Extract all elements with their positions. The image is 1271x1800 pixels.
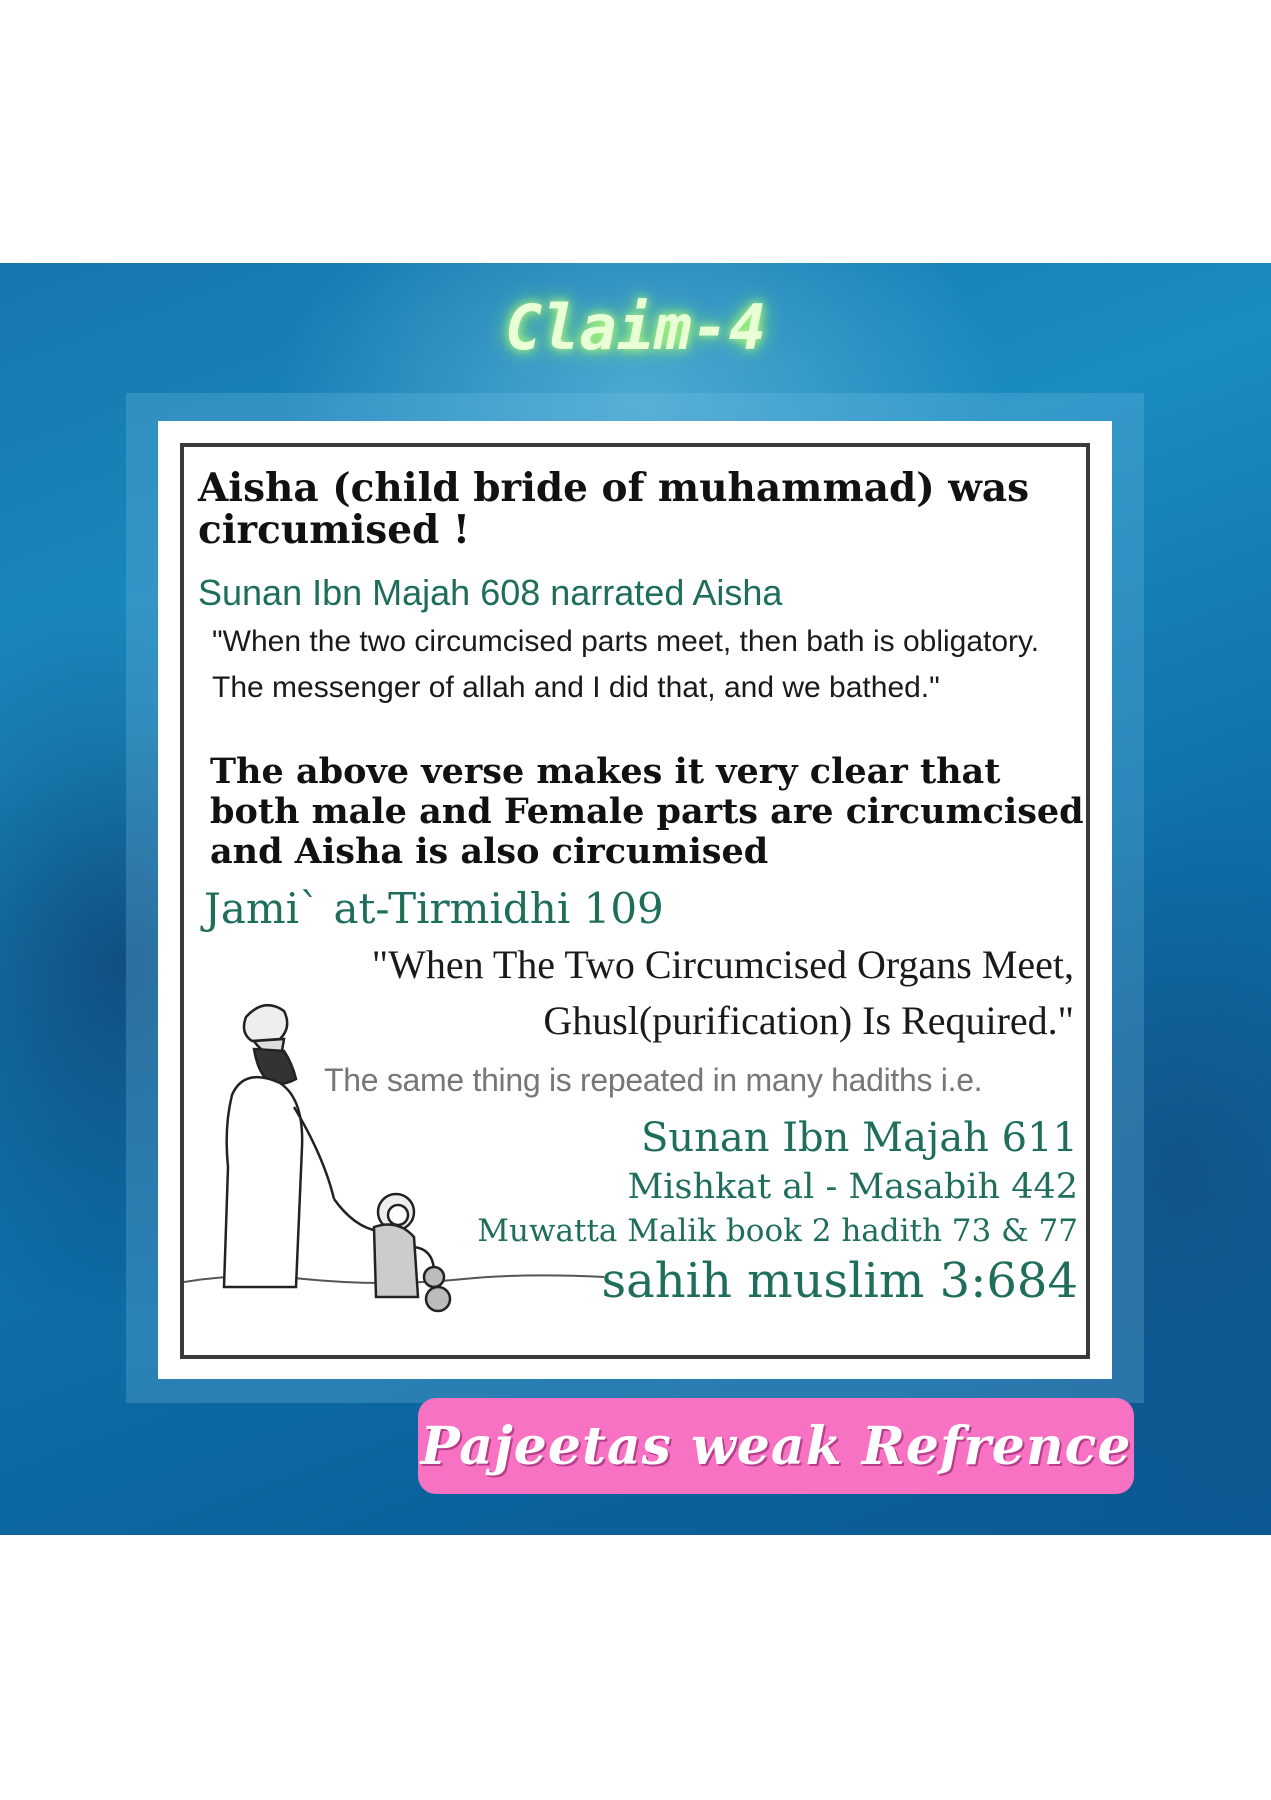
- repeated-note: The same thing is repeated in many hadiths i.e.: [324, 1062, 983, 1098]
- reference-list: [477, 1112, 1078, 1310]
- reference-item: Muwatta Malik book 2 hadith 73 & 77: [477, 1213, 1078, 1249]
- claim-card: [158, 421, 1112, 1379]
- footer-label: Pajeetas weak Refrence: [420, 1415, 1132, 1477]
- reference-item: Mishkat al - Masabih 442: [627, 1167, 1078, 1207]
- footer-pill: [418, 1398, 1134, 1494]
- headline: Aisha (child bride of muhammad) was circumised !: [198, 465, 1030, 553]
- source-citation-1: Sunan Ibn Majah 608 narrated Aisha: [198, 572, 783, 613]
- source-citation-2: Jami` at-Tirmidhi 109: [204, 884, 664, 933]
- reference-item: Sunan Ibn Majah 611: [640, 1115, 1078, 1161]
- claim-card-inner: [180, 443, 1090, 1359]
- hadith-quote-1: "When the two circumcised parts meet, then bath is obligatory. The messenger of allah and I did that, and we bathed.": [212, 625, 1040, 704]
- claim-title: Claim-4: [504, 291, 767, 364]
- hadith-quote-2: "When The Two Circumcised Organs Meet, Ghusl(purification) Is Required.": [371, 942, 1074, 1043]
- banner-background: [0, 263, 1271, 1535]
- commentary-text: The above verse makes it very clear that both male and Female parts are circumcised and Aisha is also circumised: [210, 751, 1084, 872]
- reference-item: sahih muslim 3:684: [601, 1253, 1078, 1309]
